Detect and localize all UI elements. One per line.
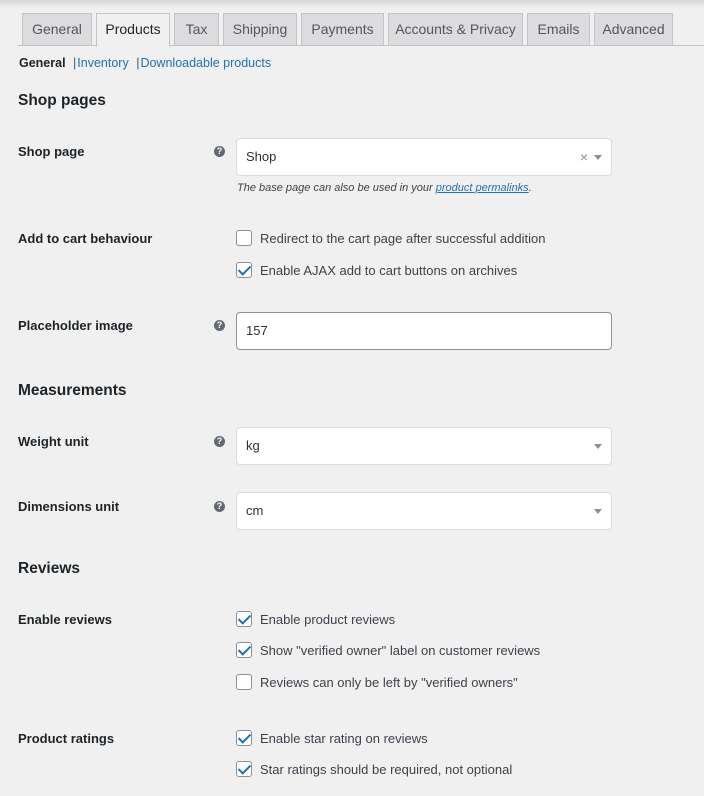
placeholder-image-input[interactable] bbox=[236, 312, 612, 350]
chevron-down-icon bbox=[594, 444, 602, 449]
checkbox-label: Enable product reviews bbox=[260, 611, 396, 627]
checkbox-label: Reviews can only be left by "verified owners" bbox=[260, 674, 518, 690]
checkbox[interactable] bbox=[236, 730, 252, 746]
section-title-reviews: Reviews bbox=[18, 560, 81, 577]
tab-shipping[interactable]: Shipping bbox=[223, 13, 297, 46]
checkbox[interactable] bbox=[236, 642, 252, 658]
tab-accounts-privacy[interactable]: Accounts & Privacy bbox=[388, 13, 523, 46]
dimensions-unit-select[interactable] bbox=[236, 492, 612, 530]
checkbox-label: Redirect to the cart page after successful addition bbox=[260, 230, 546, 246]
section-subnav bbox=[19, 56, 271, 70]
subnav-downloadable-link[interactable]: Downloadable products bbox=[140, 56, 272, 70]
placeholder-image-label: Placeholder image bbox=[18, 318, 133, 333]
checkbox-label: Enable star rating on reviews bbox=[260, 730, 428, 746]
shop-page-label: Shop page bbox=[18, 144, 85, 159]
help-icon[interactable]: ? bbox=[214, 501, 225, 512]
ajax-add-to-cart-option[interactable] bbox=[236, 261, 517, 279]
product-ratings-label: Product ratings bbox=[18, 731, 115, 746]
help-icon[interactable]: ? bbox=[214, 320, 225, 331]
checkbox-label: Star ratings should be required, not optional bbox=[260, 761, 513, 777]
star-rating-required-option[interactable] bbox=[236, 760, 512, 778]
verified-owners-only-option[interactable] bbox=[236, 673, 518, 691]
subnav-inventory-link[interactable]: Inventory bbox=[77, 56, 129, 70]
checkbox-label: Enable AJAX add to cart buttons on archives bbox=[260, 262, 518, 278]
dimensions-unit-value: cm bbox=[246, 503, 264, 518]
verified-owner-label-option[interactable] bbox=[236, 641, 540, 659]
shop-page-select[interactable] bbox=[236, 138, 612, 176]
checkbox-label: Show "verified owner" label on customer reviews bbox=[260, 642, 541, 658]
weight-unit-label: Weight unit bbox=[18, 434, 89, 449]
tab-emails[interactable]: Emails bbox=[527, 13, 590, 46]
enable-product-reviews-option[interactable] bbox=[236, 610, 395, 628]
placeholder-image-value: 157 bbox=[246, 323, 268, 338]
chevron-down-icon bbox=[594, 155, 602, 160]
weight-unit-select[interactable] bbox=[236, 427, 612, 465]
chevron-down-icon bbox=[594, 509, 602, 514]
help-icon[interactable]: ? bbox=[214, 146, 225, 157]
section-title-shop-pages: Shop pages bbox=[18, 92, 106, 109]
checkbox[interactable] bbox=[236, 262, 252, 278]
section-title-measurements: Measurements bbox=[18, 382, 127, 399]
tab-general[interactable]: General bbox=[22, 13, 92, 46]
enable-reviews-label: Enable reviews bbox=[18, 612, 112, 627]
subnav-general: General bbox=[19, 56, 66, 70]
shop-page-value: Shop bbox=[246, 149, 277, 164]
add-to-cart-label: Add to cart behaviour bbox=[18, 231, 153, 246]
checkbox[interactable] bbox=[236, 230, 252, 246]
redirect-to-cart-option[interactable] bbox=[236, 229, 545, 247]
enable-star-rating-option[interactable] bbox=[236, 729, 428, 747]
checkbox[interactable] bbox=[236, 674, 252, 690]
dimensions-unit-label: Dimensions unit bbox=[18, 499, 120, 514]
tab-tax[interactable]: Tax bbox=[174, 13, 219, 46]
tab-payments[interactable]: Payments bbox=[301, 13, 384, 46]
tab-products[interactable]: Products bbox=[96, 13, 170, 47]
product-permalinks-link[interactable]: product permalinks bbox=[435, 182, 529, 194]
weight-unit-value: kg bbox=[246, 438, 260, 453]
tab-advanced[interactable]: Advanced bbox=[594, 13, 673, 46]
checkbox[interactable] bbox=[236, 611, 252, 627]
help-icon[interactable]: ? bbox=[214, 436, 225, 447]
shop-page-description: The base page can also be used in your product permalinks. bbox=[237, 182, 532, 194]
subnav-separator: | bbox=[136, 56, 140, 70]
checkbox[interactable] bbox=[236, 761, 252, 777]
subnav-separator: | bbox=[73, 56, 77, 70]
settings-tabs bbox=[0, 0, 704, 46]
clear-icon[interactable]: × bbox=[579, 149, 588, 165]
